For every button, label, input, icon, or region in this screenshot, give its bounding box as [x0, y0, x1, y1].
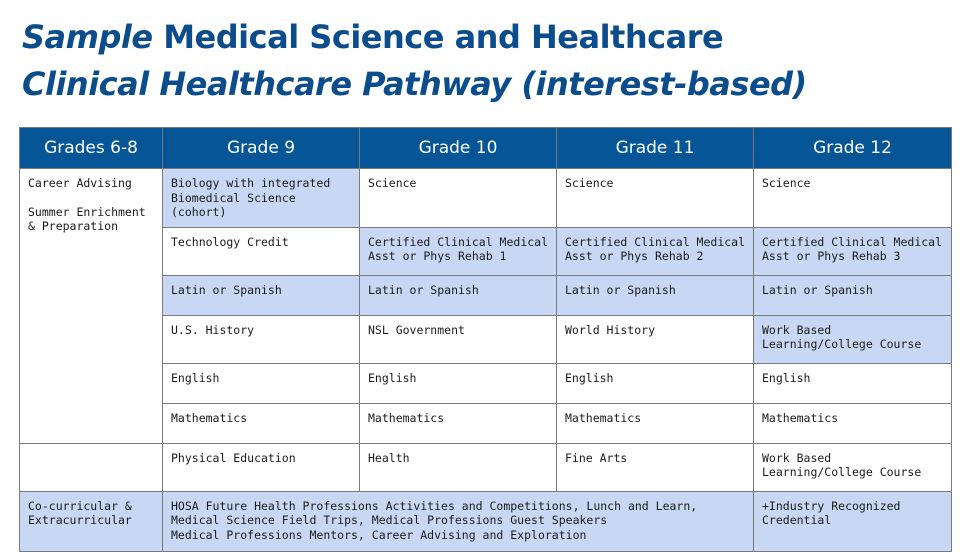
activities-line2: Medical Professions Mentors, Career Advising and Exploration: [171, 527, 587, 542]
cell-r6-g11: Mathematics: [557, 403, 754, 443]
pathway-table: [19, 127, 952, 552]
cell-r5-g10: English: [360, 363, 557, 403]
cell-r2-g11: Certified Clinical Medical Asst or Phys Rehab 2: [557, 227, 754, 275]
cell-r4-g12: Work Based Learning/College Course: [754, 315, 952, 363]
cell-r7-g10: Health: [360, 443, 557, 491]
title-line1-rest: Medical Science and Healthcare: [152, 18, 724, 56]
page-title: [22, 14, 807, 108]
table-row: [20, 169, 952, 228]
cell-r2-g9: Technology Credit: [163, 227, 360, 275]
cell-r3-g9: Latin or Spanish: [163, 275, 360, 315]
cell-r3-g11: Latin or Spanish: [557, 275, 754, 315]
title-italic-word: Sample: [22, 18, 153, 56]
grades-6-8-cell: [20, 169, 163, 444]
header-row: [20, 128, 952, 169]
header-grade-12: Grade 12: [754, 128, 952, 169]
cocurricular-label: Co-curricular & Extracurricular: [20, 491, 163, 551]
header-grade-10: Grade 10: [360, 128, 557, 169]
cell-r2-g10: Certified Clinical Medical Asst or Phys Rehab 1: [360, 227, 557, 275]
cell-r1-g10: Science: [360, 169, 557, 228]
cell-r3-g12: Latin or Spanish: [754, 275, 952, 315]
cell-r3-g10: Latin or Spanish: [360, 275, 557, 315]
cell-r6-g9: Mathematics: [163, 403, 360, 443]
cell-r4-g9: U.S. History: [163, 315, 360, 363]
table-row: [20, 443, 952, 491]
cell-r4-g10: NSL Government: [360, 315, 557, 363]
cocurricular-activities: [163, 491, 754, 551]
cell-r6-g12: Mathematics: [754, 403, 952, 443]
cell-r6-g10: Mathematics: [360, 403, 557, 443]
cell-r5-g12: English: [754, 363, 952, 403]
activities-line1: HOSA Future Health Professions Activities and Competitions, Lunch and Learn, Medical Science Field Trips, Medical Professions Guest Speakers: [171, 498, 698, 527]
cell-r7-g12: Work Based Learning/College Course: [754, 443, 952, 491]
header-grades-6-8: Grades 6-8: [20, 128, 163, 169]
cell-r1-g9: Biology with integrated Biomedical Science (cohort): [163, 169, 360, 228]
cocurricular-grade12: +Industry Recognized Credential: [754, 491, 952, 551]
title-line2: Clinical Healthcare Pathway (interest-based): [22, 65, 807, 103]
career-advising: Career Advising: [28, 176, 132, 190]
table-row: [20, 491, 952, 551]
cell-r4-g11: World History: [557, 315, 754, 363]
cell-r5-g11: English: [557, 363, 754, 403]
cell-r7-g9: Physical Education: [163, 443, 360, 491]
header-grade-11: Grade 11: [557, 128, 754, 169]
cell-r5-g9: English: [163, 363, 360, 403]
summer-enrichment: Summer Enrichment & Preparation: [28, 204, 146, 233]
cell-r1-g11: Science: [557, 169, 754, 228]
header-grade-9: Grade 9: [163, 128, 360, 169]
cell-r2-g12: Certified Clinical Medical Asst or Phys Rehab 3: [754, 227, 952, 275]
cell-r7-g6-8-empty: [20, 443, 163, 491]
cell-r1-g12: Science: [754, 169, 952, 228]
cell-r7-g11: Fine Arts: [557, 443, 754, 491]
